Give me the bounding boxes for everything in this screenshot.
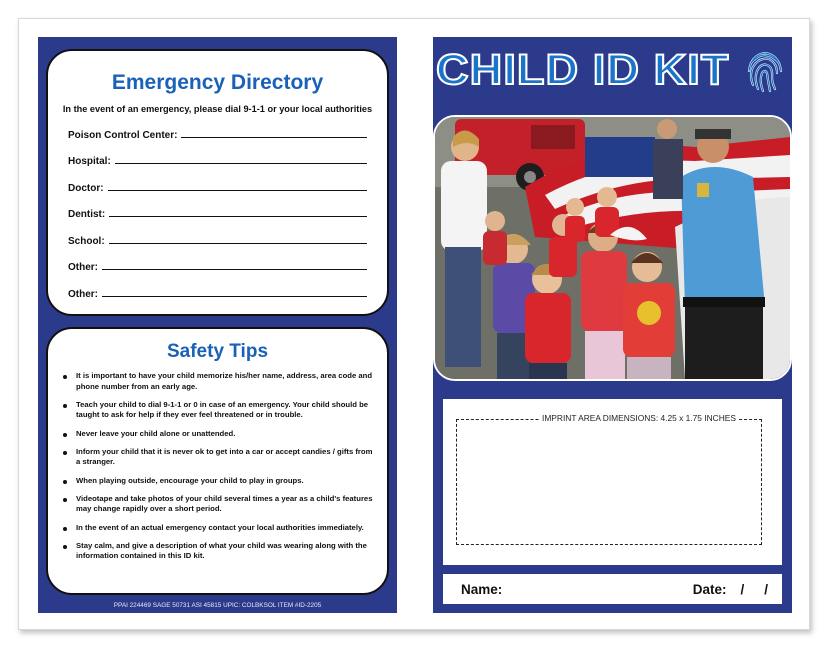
fingerprint-icon — [745, 45, 785, 95]
directory-field-line — [109, 243, 367, 244]
date-separator: / — [740, 581, 745, 597]
directory-field-line — [108, 190, 367, 191]
directory-field-poison[interactable] — [68, 114, 367, 141]
name-date-bar — [443, 574, 782, 604]
tip-item: Never leave your child alone or unattended. — [62, 429, 377, 440]
tip-item: Videotape and take photos of your child several times a year as a child's features may change rapidly over a short period. — [62, 494, 377, 515]
directory-title: Emergency Directory — [111, 71, 324, 94]
date-label: Date: — [692, 581, 727, 597]
emergency-directory-card — [46, 49, 389, 316]
imprint-area — [443, 399, 782, 565]
directory-field-label: Poison Control Center: — [68, 129, 178, 141]
directory-intro: In the event of an emergency, please dial 9-1-1 or your local authorities — [62, 104, 373, 114]
right-panel — [433, 37, 792, 613]
directory-field-line — [115, 163, 367, 164]
directory-field-label: Other: — [68, 262, 98, 273]
tip-item: Inform your child that it is never ok to get into a car or accept candies / gifts from a stranger. — [62, 447, 377, 468]
tip-item: In the event of an actual emergency contact your local authorities immediately. — [62, 523, 377, 534]
directory-field-dentist[interactable] — [68, 194, 367, 221]
tip-item: It is important to have your child memorize his/her name, address, area code and phone number from an early age. — [62, 371, 377, 392]
tip-item: When playing outside, encourage your child to play in groups. — [62, 476, 377, 487]
left-panel — [38, 37, 397, 613]
directory-field-label: Dentist: — [68, 209, 106, 220]
brochure-sheet — [18, 18, 810, 630]
directory-field-line — [181, 137, 367, 138]
imprint-dashed-box — [456, 419, 762, 545]
tip-item: Teach your child to dial 9-1-1 or 0 in case of an emergency. Your child should be taught to ask for help if they ever feel threatened or in trouble. — [62, 400, 377, 421]
directory-field-hospital[interactable] — [68, 141, 367, 168]
tips-title: Safety Tips — [166, 341, 269, 362]
police-officer-with-children-photo — [433, 115, 792, 381]
name-label: Name: — [461, 581, 503, 597]
tip-item: Stay calm, and give a description of what your child was wearing along with the information contained in this ID kit. — [62, 541, 377, 562]
safety-tips-card — [46, 327, 389, 595]
directory-field-line — [102, 296, 367, 297]
directory-field-label: Other: — [68, 288, 98, 300]
directory-field-other-1[interactable] — [68, 247, 367, 274]
directory-field-doctor[interactable] — [68, 167, 367, 194]
directory-field-line — [109, 216, 367, 217]
directory-field-school[interactable] — [68, 220, 367, 247]
tips-list — [62, 371, 377, 562]
kit-title-text: CHILD ID KIT — [436, 45, 730, 94]
kit-title — [433, 41, 733, 99]
imprint-label: IMPRINT AREA DIMENSIONS: 4.25 x 1.75 INCHES — [539, 413, 739, 423]
directory-field-label: Doctor: — [68, 182, 104, 194]
date-separator: / — [764, 581, 768, 597]
directory-field-label: Hospital: — [68, 156, 111, 167]
directory-field-label: School: — [68, 235, 105, 247]
directory-field-line — [102, 269, 367, 270]
product-codes: PPAI 224469 SAGE 50731 ASI 45815 UPIC: COLBKSOL ITEM #ID-2205 — [113, 602, 322, 609]
directory-field-other-2[interactable] — [68, 273, 367, 300]
